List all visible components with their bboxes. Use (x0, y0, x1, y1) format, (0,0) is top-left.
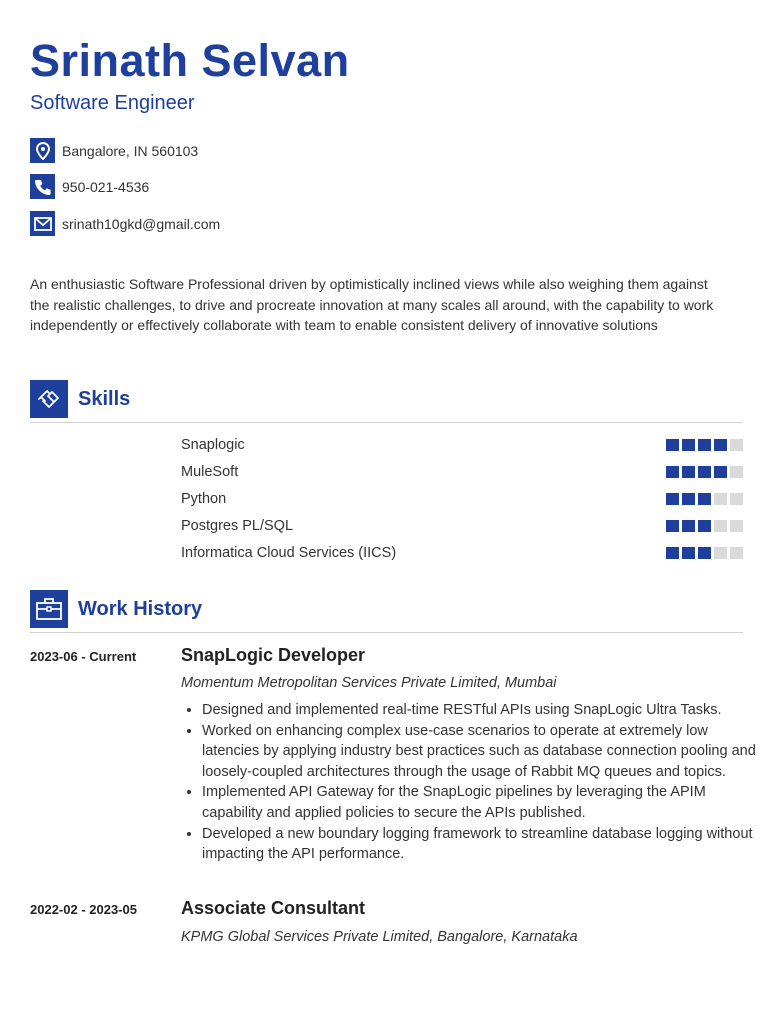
job-dates: 2023-06 - Current (30, 649, 137, 664)
phone-icon (30, 174, 55, 199)
profile-summary: An enthusiastic Software Professional driven by optimistically inclined views while also weighing them against the realistic challenges, to drive and procreate innovation at many scales all around, with the capability to work independently or effectively collaborate with team to enable consistent delivery of innovative solutions (30, 276, 714, 333)
skills-section-header (30, 380, 743, 423)
job-position: SnapLogic Developer (181, 645, 366, 665)
rating-block-filled (682, 547, 695, 559)
skill-row (181, 543, 743, 563)
rating-block-filled (714, 439, 727, 451)
rating-block-empty (730, 493, 743, 505)
rating-block-filled (682, 439, 695, 451)
rating-block-filled (682, 520, 695, 532)
list-item: • Developed a new boundary logging framework to streamline database logging without impacting the API performance. (202, 824, 764, 865)
location-pin-icon (30, 138, 55, 163)
rating-block-empty (714, 520, 727, 532)
rating-block-filled (666, 493, 679, 505)
list-item: • Implemented API Gateway for the SnapLogic pipelines by leveraging the APIM capability and applied policies to secure the APIs published. (202, 782, 764, 823)
rating-block-empty (730, 547, 743, 559)
skill-row (181, 516, 743, 536)
email-icon (30, 211, 55, 236)
rating-block-filled (698, 520, 711, 532)
skill-name: Python (181, 491, 227, 507)
rating-block-filled (666, 520, 679, 532)
rating-block-empty (730, 466, 743, 478)
skill-rating (666, 520, 743, 532)
job-company: Momentum Metropolitan Services Private Limited, Mumbai (181, 675, 557, 691)
work-history-section-header (30, 590, 743, 633)
skill-row (181, 435, 743, 455)
rating-block-filled (714, 466, 727, 478)
job-company: KPMG Global Services Private Limited, Bangalore, Karnataka (181, 929, 578, 945)
job-dates: 2022-02 - 2023-05 (30, 902, 137, 917)
rating-block-filled (666, 439, 679, 451)
candidate-name: Srinath Selvan (30, 35, 350, 86)
rating-block-filled (666, 466, 679, 478)
rating-block-empty (714, 547, 727, 559)
skills-heading: Skills (78, 387, 131, 410)
rating-block-filled (698, 547, 711, 559)
rating-block-filled (666, 547, 679, 559)
contact-location-text: Bangalore, IN 560103 (62, 142, 199, 159)
rating-block-filled (682, 466, 695, 478)
skill-name: Postgres PL/SQL (181, 518, 294, 534)
skill-rating (666, 493, 743, 505)
rating-block-filled (698, 493, 711, 505)
contact-phone-text: 950-021-4536 (62, 178, 150, 195)
job-responsibilities (181, 700, 764, 865)
rating-block-empty (730, 520, 743, 532)
rating-block-empty (714, 493, 727, 505)
job-position: Associate Consultant (181, 898, 366, 918)
skill-rating (666, 547, 743, 559)
skill-rating (666, 439, 743, 451)
skill-rating (666, 466, 743, 478)
list-item: • Worked on enhancing complex use-case scenarios to operate at extremely low latencies by applying industry best practices such as database connection pooling and loosely-coupled architectures through the usage of Rabbit MQ queues and topics. (202, 721, 764, 783)
contact-location (30, 138, 198, 163)
briefcase-icon (30, 590, 68, 628)
rating-block-filled (698, 439, 711, 451)
contact-email (30, 211, 220, 236)
contact-email-text: srinath10gkd@gmail.com (62, 215, 221, 232)
skill-row (181, 462, 743, 482)
list-item: • Designed and implemented real-time RESTful APIs using SnapLogic Ultra Tasks. (202, 700, 764, 721)
handshake-icon (30, 380, 68, 418)
skill-row (181, 489, 743, 509)
contact-phone (30, 174, 149, 199)
skill-name: Informatica Cloud Services (IICS) (181, 545, 397, 561)
job-title: Software Engineer (30, 92, 195, 114)
skill-name: Snaplogic (181, 437, 245, 453)
skill-name: MuleSoft (181, 464, 239, 480)
rating-block-filled (682, 493, 695, 505)
rating-block-filled (698, 466, 711, 478)
work-history-heading: Work History (78, 597, 203, 620)
rating-block-empty (730, 439, 743, 451)
